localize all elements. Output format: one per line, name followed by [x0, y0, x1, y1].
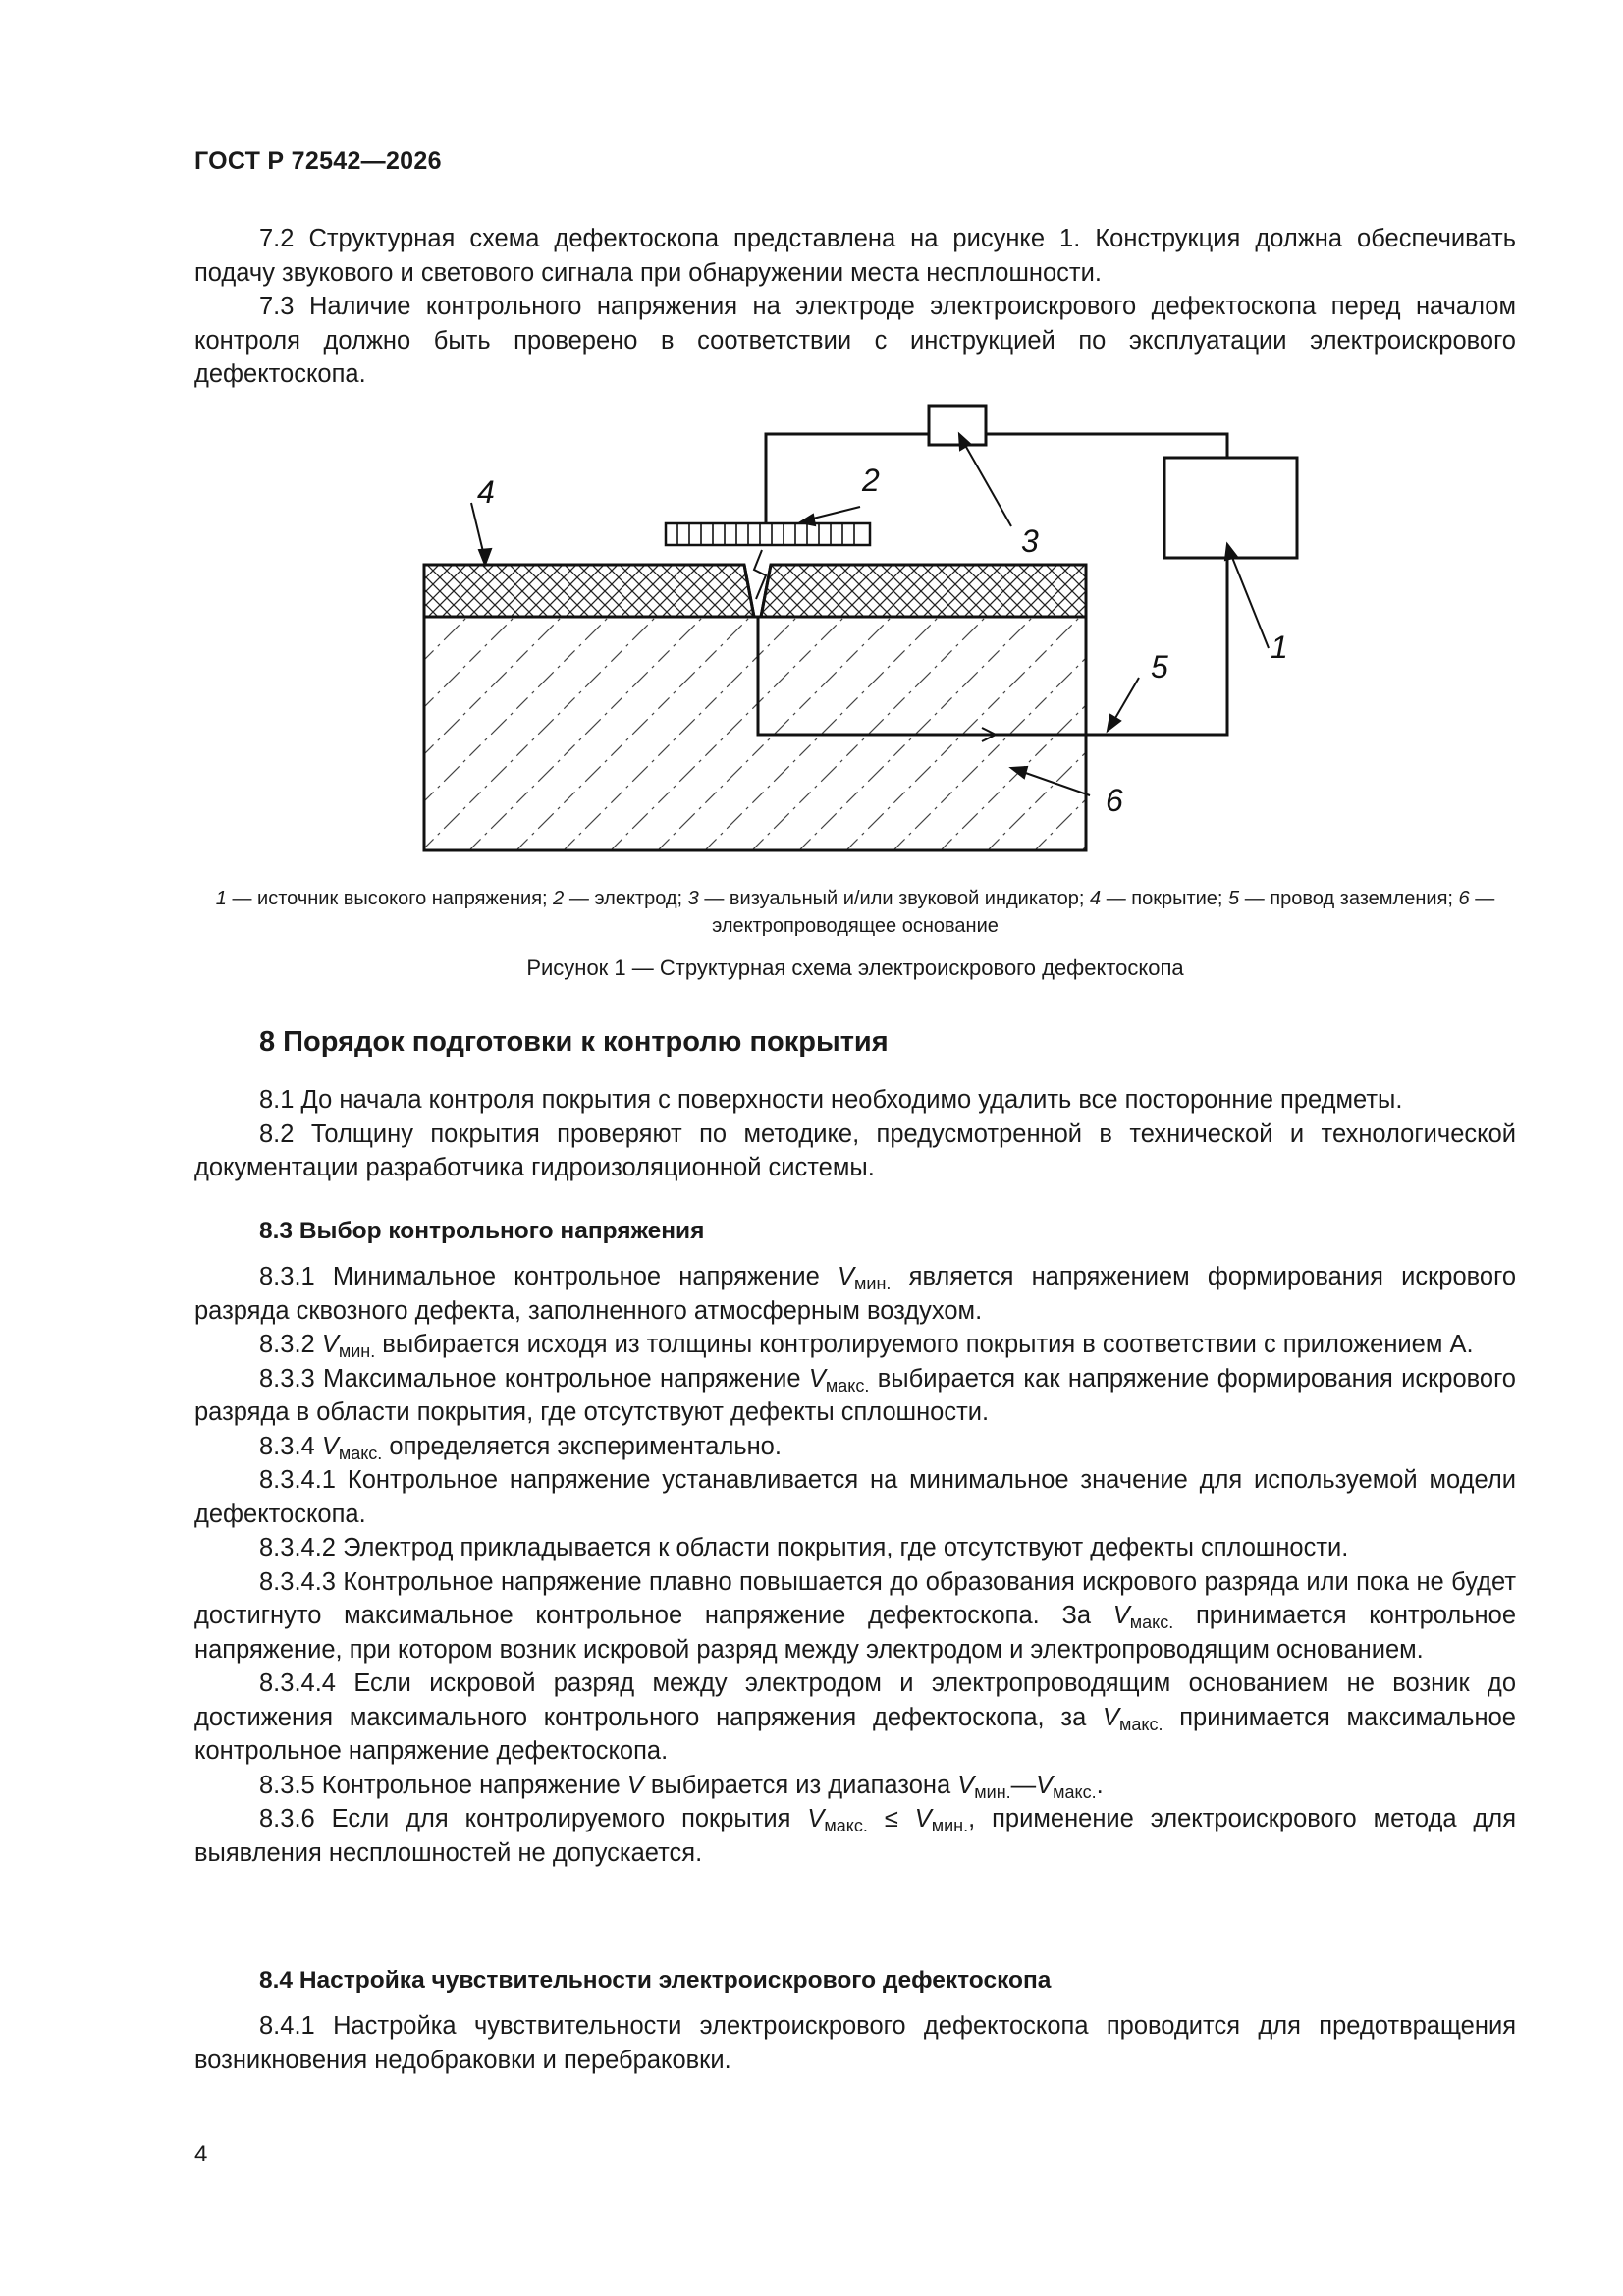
text-span: 8.3.5 Контрольное напряжение — [259, 1771, 627, 1799]
paragraph-8-3-4-4 — [194, 1667, 1516, 1769]
legend-num-3: 3 — [687, 888, 699, 909]
subscript-max: макс. — [338, 1443, 383, 1463]
symbol-v: V — [1103, 1703, 1120, 1731]
text-span: . — [1096, 1771, 1104, 1799]
text-span: принимается максимальное контрольное напряжение дефектоскопа. — [194, 1703, 1516, 1765]
subsection-8-3-text — [194, 1260, 1516, 1870]
legend-num-5: 5 — [1228, 888, 1240, 909]
page-number: 4 — [194, 2141, 208, 2167]
text-span: принимается контрольное напряжение, при котором возник искровой разряд между электродом и электропроводящим основанием. — [194, 1602, 1517, 1664]
symbol-v: V — [321, 1432, 339, 1460]
subscript-max: макс. — [825, 1375, 870, 1395]
symbol-v: V — [626, 1771, 644, 1799]
paragraph-8-3-4-1: 8.3.4.1 Контрольное напряжение устанавливается на минимальное значение для используемой модели дефектоскопа. — [194, 1466, 1516, 1528]
legend-text-4: — покрытие; — [1101, 888, 1229, 909]
subsection-8-4-heading: 8.4 Настройка чувствительности электроискрового дефектоскопа — [259, 1967, 1052, 1994]
symbol-v: V — [957, 1771, 975, 1799]
text-span: 8.3.4.4 Если искровой разряд между электродом и электропроводящим основанием не возник до достижения максимального контрольного напряжения дефектоскопа, за — [194, 1669, 1516, 1731]
paragraph-8-3-4 — [194, 1430, 1516, 1464]
subsection-8-4-text — [194, 2009, 1516, 2077]
text-span: является напряжением формирования искрового разряда сквозного дефекта, заполненного атмосферным воздухом. — [194, 1263, 1517, 1325]
figure-caption: Рисунок 1 — Структурная схема электроискрового дефектоскопа — [526, 956, 1184, 980]
legend-text-3: — визуальный и/или звуковой индикатор; — [698, 888, 1091, 909]
label-4: 4 — [477, 474, 495, 510]
paragraph-8-3-6 — [194, 1802, 1516, 1870]
legend-text-2: — электрод; — [564, 888, 688, 909]
paragraph-8-3-5 — [194, 1769, 1516, 1803]
symbol-v: V — [321, 1331, 339, 1358]
text-span: 8.3.1 Минимальное контрольное напряжение — [259, 1263, 839, 1290]
legend-text-1: — источник высокого напряжения; — [226, 888, 554, 909]
symbol-v: V — [808, 1364, 826, 1393]
paragraph-8-3-3 — [194, 1362, 1516, 1430]
symbol-v: V — [1112, 1602, 1130, 1629]
text-span: выбирается из диапазона — [643, 1771, 958, 1799]
section-7-text — [194, 222, 1516, 392]
legend-num-2: 2 — [553, 888, 565, 909]
text-span: выбирается как напряжение формирования искрового разряда в области покрытия, где отсутствуют дефекты сплошности. — [194, 1364, 1516, 1426]
legend-text-6: —электропроводящее основание — [712, 888, 1495, 937]
symbol-v: V — [1036, 1771, 1054, 1799]
legend-text-5: — провод заземления; — [1239, 888, 1459, 909]
text-span: 8.3.3 Максимальное контрольное напряжение — [259, 1364, 809, 1393]
subsection-8-3-heading: 8.3 Выбор контрольного напряжения — [259, 1218, 705, 1244]
subscript-max: макс. — [1119, 1714, 1163, 1734]
legend-num-6: 6 — [1458, 888, 1470, 909]
text-span: 8.3.4.3 Контрольное напряжение плавно повышается до образования искрового разряда или пока не будет достигнуто максимальное контрольное напряжение дефектоскопа. За — [194, 1567, 1516, 1629]
label-5: 5 — [1151, 649, 1168, 684]
paragraph-8-1: 8.1 До начала контроля покрытия с поверхности необходимо удалить все посторонние предметы. — [259, 1086, 1403, 1114]
text-span: , применение электроискрового метода для выявления несплошностей не допускается. — [194, 1805, 1516, 1867]
section-8-intro — [194, 1083, 1516, 1185]
subscript-min: мин. — [854, 1274, 892, 1293]
paragraph-7-2: 7.2 Структурная схема дефектоскопа представлена на рисунке 1. Конструкция должна обеспечивать подачу звукового и светового сигнала при обнаружении места несплошности. — [194, 225, 1516, 287]
paragraph-7-3: 7.3 Наличие контрольного напряжения на электроде электроискрового дефектоскопа перед началом контроля должно быть проверено в соответствии с инструкцией по эксплуатации электроискрового дефектоскопа. — [194, 293, 1516, 388]
text-span: 8.3.2 — [259, 1331, 322, 1358]
paragraph-8-3-1 — [194, 1260, 1516, 1328]
text-span: 8.3.4 — [259, 1432, 322, 1460]
figure-1-diagram — [373, 393, 1316, 864]
text-span: — — [1010, 1771, 1037, 1799]
paragraph-8-4-1: 8.4.1 Настройка чувствительности электроискрового дефектоскопа проводится для предотвращения возникновения недобраковки и перебраковки. — [194, 2012, 1516, 2074]
paragraph-8-2: 8.2 Толщину покрытия проверяют по методике, предусмотренной в технической и технологической документации разработчика гидроизоляционной системы. — [194, 1120, 1516, 1181]
label-3: 3 — [1021, 523, 1039, 559]
label-2: 2 — [862, 463, 880, 498]
paragraph-8-3-2 — [194, 1328, 1516, 1362]
label-1: 1 — [1271, 629, 1288, 665]
high-voltage-source — [1164, 458, 1297, 558]
subscript-min: мин. — [931, 1816, 969, 1835]
paragraph-8-3-4-3 — [194, 1565, 1516, 1667]
label-6: 6 — [1106, 783, 1123, 818]
symbol-v: V — [838, 1263, 855, 1290]
text-span: выбирается исходя из толщины контролируемого покрытия в соответствии с приложением А. — [375, 1331, 1474, 1358]
section-8-heading: 8 Порядок подготовки к контролю покрытия — [259, 1026, 889, 1058]
subscript-max: макс. — [824, 1816, 868, 1835]
indicator-box — [929, 406, 986, 445]
text-span: 8.3.6 Если для контролируемого покрытия — [259, 1805, 808, 1832]
text-span: ≤ — [867, 1805, 915, 1832]
subscript-max: макс. — [1053, 1781, 1097, 1802]
text-span: определяется экспериментально. — [382, 1432, 782, 1460]
legend-num-4: 4 — [1090, 888, 1102, 909]
coating-layer — [424, 565, 1086, 617]
paragraph-8-3-4-2: 8.3.4.2 Электрод прикладывается к области покрытия, где отсутствуют дефекты сплошности. — [259, 1534, 1349, 1561]
subscript-min: мин. — [338, 1341, 376, 1361]
legend-num-1: 1 — [215, 888, 227, 909]
symbol-v: V — [807, 1805, 825, 1832]
symbol-v: V — [914, 1805, 932, 1832]
subscript-min: мин. — [974, 1781, 1011, 1802]
document-header: ГОСТ Р 72542—2026 — [194, 147, 442, 175]
figure-legend — [194, 885, 1516, 940]
subscript-max: макс. — [1129, 1613, 1174, 1632]
